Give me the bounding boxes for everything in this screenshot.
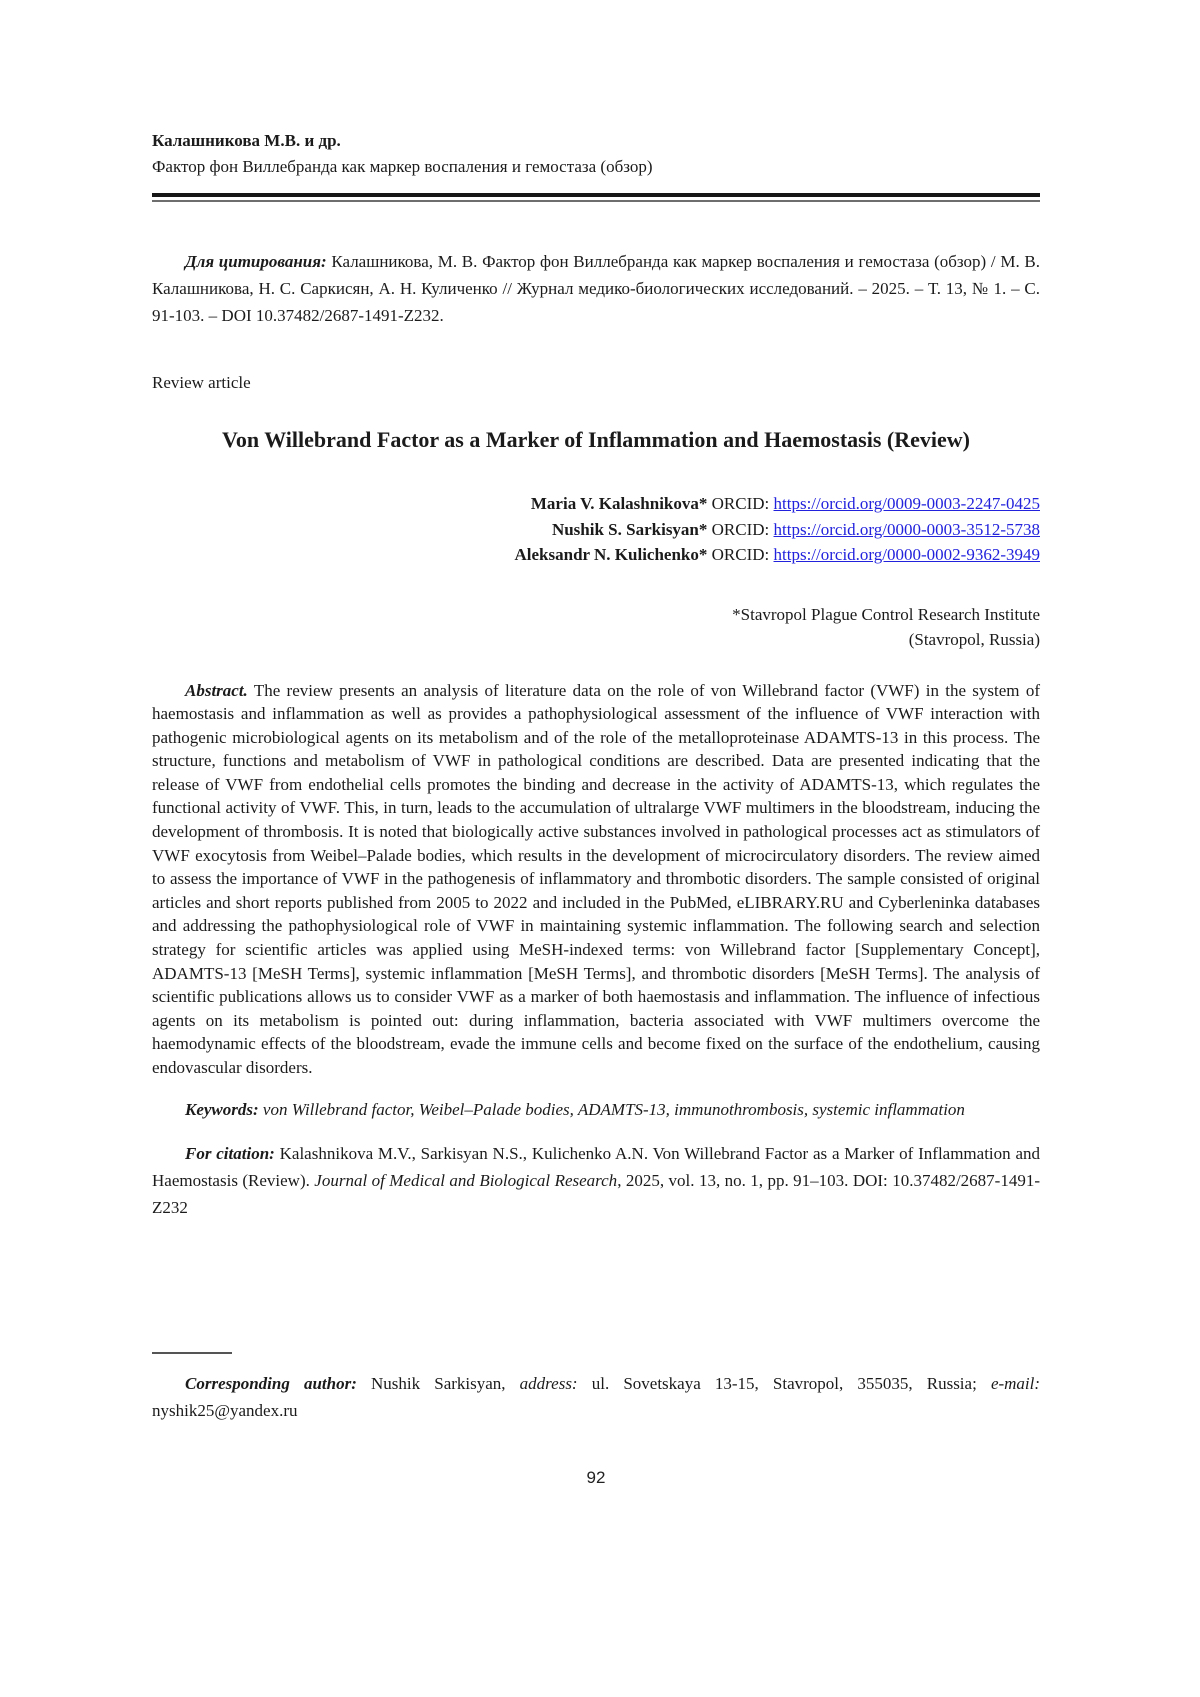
running-head (152, 128, 1040, 180)
affiliation-block (152, 602, 1040, 652)
abstract-label: Abstract. (185, 680, 248, 700)
author-name: Nushik S. Sarkisyan* (551, 519, 708, 539)
orcid-label: ORCID: (711, 494, 770, 513)
address-text: ul. Sovetskaya 13-15, Stavropol, 355035, Russia; (591, 1373, 977, 1393)
email-text: nyshik25@yandex.ru (152, 1400, 298, 1420)
running-head-authors: Калашникова М.В. и др. (152, 131, 341, 150)
citation-ru-paragraph (152, 248, 1040, 329)
running-head-title: Фактор фон Виллебранда как маркер воспаления и гемостаза (обзор) (152, 157, 653, 176)
keywords-label: Keywords: (185, 1099, 259, 1119)
citation-en-text-start: Kalashnikova M.V., Sarkisyan N.S., Kulichenko A.N. Von Willebrand Factor as a Marker of Inflammation and Haemostasis (Review). (152, 1143, 1041, 1190)
affiliation-line: *Stavropol Plague Control Research Institute (732, 604, 1040, 624)
header-divider (152, 193, 1040, 202)
abstract-paragraph (152, 679, 1040, 1080)
corresponding-author-name: Nushik Sarkisyan, (371, 1373, 506, 1393)
corresponding-author-note (152, 1370, 1040, 1424)
footnote-divider (152, 1352, 232, 1354)
authors-block (152, 491, 1040, 568)
citation-ru-label: Для цитирования: (185, 252, 327, 271)
abstract-text: The review presents an analysis of literature data on the role of von Willebrand factor (VWF) in the system of haemostasis and inflammation as well as provides a pathophysiological assessment of the influence of VWF interaction with pathogenic microbiological agents on its metabolism and of the role of the metalloproteinase ADAMTS-13 in this process. The structure, functions and metabolism of VWF in pathological conditions are described. Data are presented indicating that the release of VWF from endothelial cells promotes the binding and decrease in the activity of ADAMTS-13, which regulates the functional activity of VWF. This, in turn, leads to the accumulation of ultralarge VWF multimers in the bloodstream, inducing the development of thrombosis. It is noted that biologically active substances involved in pathological processes act as stimulators of VWF exocytosis from Weibel–Palade bodies, which results in the development of microcirculatory disorders. The review aimed to assess the importance of VWF in the pathogenesis of inflammatory and thrombotic disorders. The sample consisted of original articles and short reports published from 2005 to 2022 and included in the PubMed, eLIBRARY.RU and Cyberleninka databases and addressing the pathophysiological role of VWF in maintaining systemic inflammation. The following search and selection strategy for scientific articles was applied using MeSH-indexed terms: von Willebrand factor [Supplementary Concept], ADAMTS-13 [MeSH Terms], systemic inflammation [MeSH Terms], and thrombotic disorders [MeSH Terms]. The analysis of scientific publications allows us to consider VWF as a marker of both haemostasis and inflammation. The influence of infectious agents on its metabolism is pointed out: during inflammation, bacteria associated with VWF multimers overcome the haemodynamic effects of the bloodstream, evade the immune cells and become fixed on the surface of the endothelium, causing endovascular disorders. (152, 680, 1040, 1077)
divider-thick-line (152, 193, 1040, 197)
divider-thin-line (152, 200, 1040, 202)
author-line (152, 491, 1040, 517)
orcid-link[interactable]: https://orcid.org/0000-0003-3512-5738 (773, 519, 1040, 539)
author-line (152, 542, 1040, 568)
keywords-paragraph (152, 1097, 1040, 1123)
affiliation-line: (Stavropol, Russia) (908, 629, 1040, 649)
article-title: Von Willebrand Factor as a Marker of Inflammation and Haemostasis (Review) (222, 427, 970, 452)
orcid-link[interactable]: https://orcid.org/0009-0003-2247-0425 (773, 494, 1040, 513)
orcid-link[interactable]: https://orcid.org/0000-0002-9362-3949 (773, 545, 1040, 564)
author-name: Aleksandr N. Kulichenko* (514, 545, 708, 564)
orcid-label: ORCID: (711, 519, 770, 539)
author-line (152, 517, 1040, 543)
orcid-label: ORCID: (711, 545, 770, 564)
article-type: Review article (152, 373, 251, 392)
citation-en-journal: Journal of Medical and Biological Research (314, 1170, 618, 1190)
corresponding-author-label: Corresponding author: (185, 1373, 357, 1393)
page-number: 92 (586, 1467, 606, 1487)
citation-ru-text: Калашникова, М. В. Фактор фон Виллебранда как маркер воспаления и гемостаза (обзор) / М. В. Калашникова, Н. С. Саркисян, А. Н. Куличенко // Журнал медико-биологических исследований. – 2025. – Т. 13, № 1. – С. 91-103. – DOI 10.37482/2687-1491-Z232. (152, 252, 1040, 325)
footnote-block (152, 1352, 1040, 1424)
address-label: address: (519, 1373, 578, 1393)
citation-en-text-end: , 2025, vol. 13, no. 1, pp. 91–103. DOI: 10.37482/2687-1491-Z232 (152, 1170, 1040, 1217)
citation-en-paragraph (152, 1140, 1040, 1221)
keywords-text: von Willebrand factor, Weibel–Palade bodies, ADAMTS-13, immunothrombosis, systemic inflammation (262, 1099, 965, 1119)
citation-en-label: For citation: (185, 1143, 275, 1163)
email-label: e-mail: (990, 1373, 1041, 1393)
author-name: Maria V. Kalashnikova* (530, 494, 708, 513)
